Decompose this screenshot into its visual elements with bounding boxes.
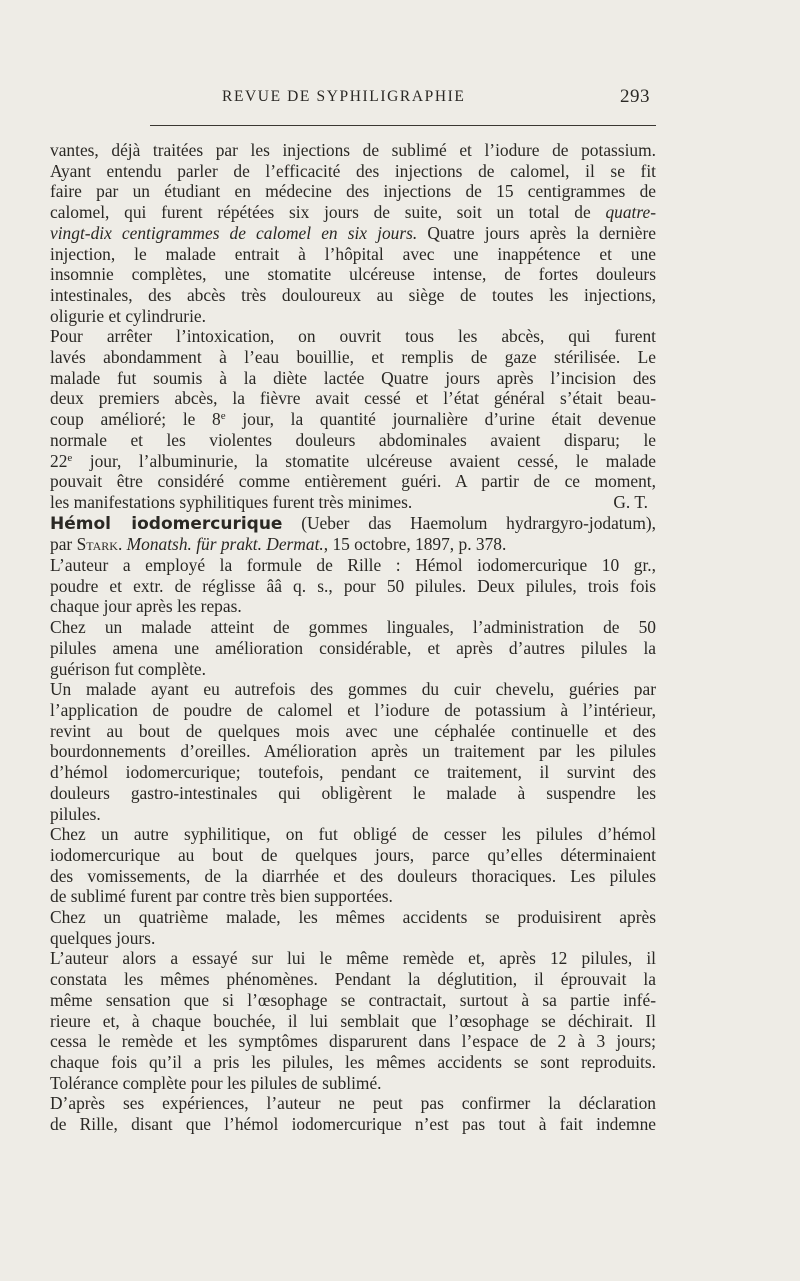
- text-line: Un malade ayant eu autrefois des gommes du cuir chevelu, guéries par: [50, 679, 656, 700]
- body-text: [50, 140, 656, 1135]
- text-line: quelques jours.: [50, 927, 156, 948]
- paragraph: [50, 140, 656, 326]
- text-line: L’auteur a employé la formule de Rille : Hémol iodomercurique 10 gr.,: [50, 555, 656, 576]
- text-line: Chez un autre syphilitique, on fut obligé de cesser les pilules d’hémol: [50, 824, 656, 845]
- citation-author: Stark.: [76, 534, 123, 555]
- text-line: calomel, qui furent répétées six jours de suite, soit un total de quatre-: [50, 202, 656, 223]
- italic-text: quatre-: [605, 202, 656, 223]
- paragraph: [50, 907, 656, 948]
- text-line: d’hémol iodomercurique; toutefois, pendant ce traitement, il survint des: [50, 762, 656, 783]
- text-line: rieure et, à chaque bouchée, il lui semblait que l’œsophage se déchirait. Il: [50, 1010, 656, 1031]
- paragraph: [50, 679, 656, 824]
- text-line: chaque fois qu’il a pris les pilules, les mêmes accidents se sont reproduits.: [50, 1051, 656, 1072]
- text-line: coup amélioré; le 8e jour, la quantité journalière d’urine était devenue: [50, 409, 657, 430]
- text-line: les manifestations syphilitiques furent très minimes. G. T.: [50, 492, 656, 513]
- text-line: intestinales, des abcès très douloureux au siège de toutes les injections,: [50, 284, 656, 305]
- text-line: malade fut soumis à la diète lactée Quatre jours après l’incision des: [50, 367, 656, 388]
- text-line: l’application de poudre de calomel et l’iodure de potassium à l’intérieur,: [50, 699, 656, 720]
- citation-line: par Stark. Monatsh. für prakt. Dermat., 15 octobre, 1897, p. 378.: [50, 534, 507, 555]
- text-line: de Rille, disant que l’hémol iodomercurique n’est pas tout à fait indemne: [50, 1114, 656, 1135]
- text-line: bourdonnements d’oreilles. Amélioration après un traitement par les pilules: [50, 741, 656, 762]
- text-line: deux premiers abcès, la fièvre avait cessé et l’état général s’était beau-: [50, 388, 656, 409]
- article-title: Hémol iodomercurique: [50, 513, 283, 534]
- text-line: pouvait être considéré comme entièrement guéri. A partir de ce moment,: [50, 471, 656, 492]
- text-line: iodomercurique au bout de quelques jours, parce qu’elles déterminaient: [50, 844, 656, 865]
- text-line: injection, le malade entrait à l’hôpital avec une inappétence et une: [50, 243, 656, 264]
- text-line: guérison fut complète.: [50, 658, 206, 679]
- paragraph: [50, 1093, 656, 1134]
- text-line: insomnie complètes, une stomatite ulcéreuse intense, de fortes douleurs: [50, 264, 656, 285]
- article-heading: [50, 513, 656, 555]
- text-line: vantes, déjà traitées par les injections de sublimé et l’iodure de potassium.: [50, 140, 656, 160]
- text-line: faire par un étudiant en médecine des injections de 15 centigrammes de: [50, 181, 656, 202]
- header-rule: [150, 125, 656, 126]
- paragraph: [50, 948, 656, 1093]
- text-line: Ayant entendu parler de l’efficacité des injections de calomel, il se fit: [50, 160, 656, 181]
- citation-journal: Monatsh. für prakt. Dermat.: [126, 534, 324, 555]
- running-title: REVUE DE SYPHILIGRAPHIE: [222, 88, 466, 105]
- text-line: pilules.: [50, 803, 101, 824]
- text-line: D’après ses expériences, l’auteur ne peut pas confirmer la déclaration: [50, 1093, 656, 1114]
- text-line: douleurs gastro-intestinales qui obligèrent le malade à suspendre les: [50, 782, 656, 803]
- paragraph: [50, 555, 656, 617]
- text-line: cessa le remède et les symptômes disparurent dans l’espace de 2 à 3 jours;: [50, 1031, 656, 1052]
- paragraph: [50, 326, 656, 512]
- text-line: revint au bout de quelques mois avec une céphalée continuelle et des: [50, 720, 656, 741]
- page-header: [0, 86, 800, 116]
- text-line: poudre et extr. de réglisse ââ q. s., pour 50 pilules. Deux pilules, trois fois: [50, 575, 656, 596]
- page-number: 293: [620, 86, 650, 107]
- text-line: Tolérance complète pour les pilules de sublimé.: [50, 1072, 382, 1093]
- text-line: vingt-dix centigrammes de calomel en six jours. Quatre jours après la dernière: [50, 222, 656, 243]
- text-line: constata les mêmes phénomènes. Pendant la déglutition, il éprouvait la: [50, 969, 656, 990]
- text-line: chaque jour après les repas.: [50, 596, 242, 617]
- text-line: pilules amena une amélioration considérable, et après d’autres pilules la: [50, 637, 656, 658]
- text-line: oligurie et cylindrurie.: [50, 305, 206, 326]
- text-line: Hémol iodomercurique (Ueber das Haemolum hydrargyro-jodatum),: [50, 512, 657, 534]
- text-line: des vomissements, de la diarrhée et des douleurs thoraciques. Les pilules: [50, 865, 656, 886]
- text-line: lavés abondamment à l’eau bouillie, et remplis de gaze stérilisée. Le: [50, 347, 656, 368]
- text-line: Pour arrêter l’intoxication, on ouvrit tous les abcès, qui furent: [50, 326, 656, 347]
- text-line: Chez un quatrième malade, les mêmes accidents se produisirent après: [50, 907, 656, 928]
- text-line: 22e jour, l’albuminurie, la stomatite ulcéreuse avaient cessé, le malade: [50, 450, 656, 471]
- text-line: de sublimé furent par contre très bien supportées.: [50, 886, 393, 907]
- text-line: même sensation que si l’œsophage se contractait, surtout à sa partie infé-: [50, 989, 656, 1010]
- paragraph: [50, 617, 656, 679]
- italic-text: vingt-dix centigrammes de calomel en six jours.: [50, 222, 418, 243]
- text-line: normale et les violentes douleurs abdominales avaient disparu; le: [50, 429, 656, 450]
- text-line: L’auteur alors a essayé sur lui le même remède et, après 12 pilules, il: [50, 948, 656, 969]
- text-line: Chez un malade atteint de gommes linguales, l’administration de 50: [50, 617, 656, 638]
- author-signature: G. T.: [613, 491, 648, 512]
- paragraph: [50, 824, 656, 907]
